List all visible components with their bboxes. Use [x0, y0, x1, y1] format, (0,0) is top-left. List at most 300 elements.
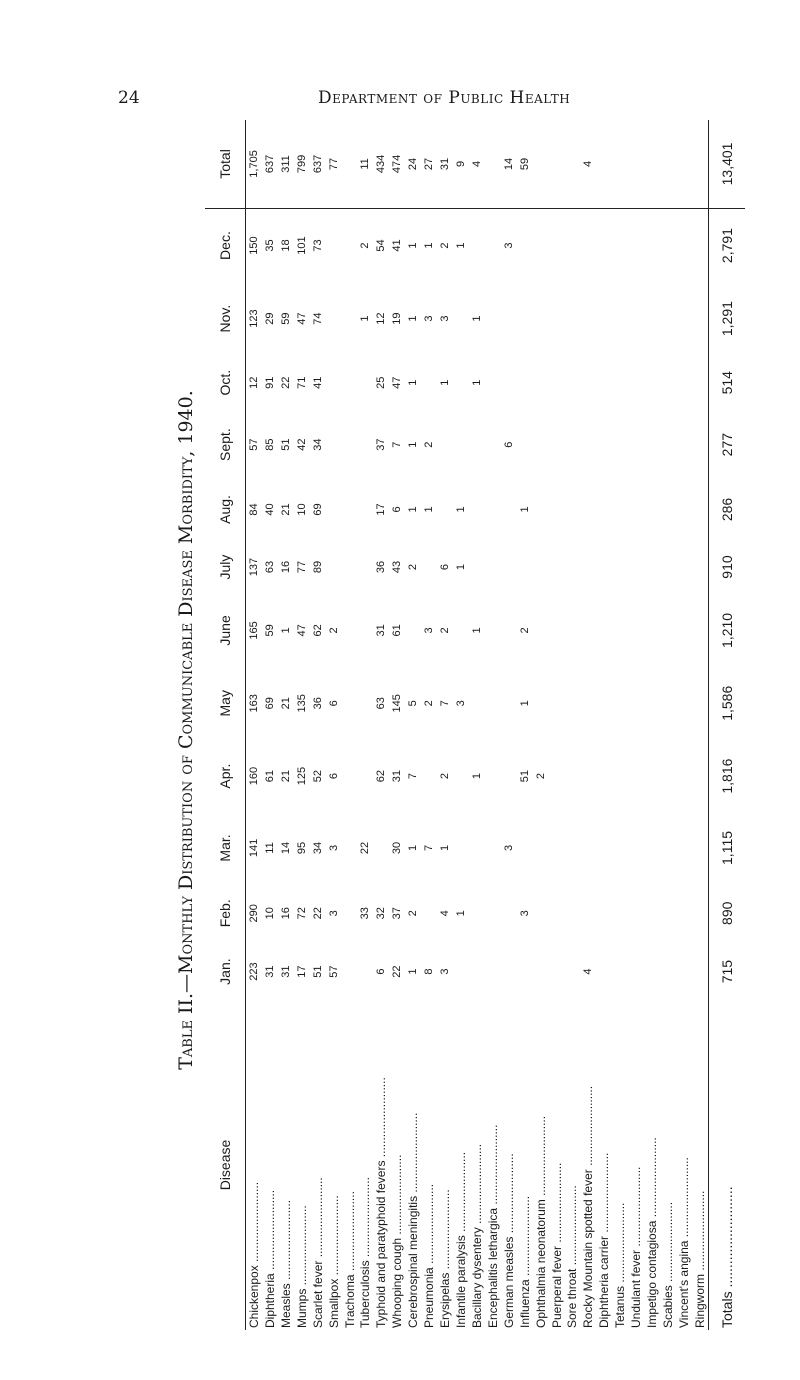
table-cell — [485, 355, 501, 410]
table-cell — [676, 540, 692, 594]
table-cell: 63 — [263, 560, 276, 574]
table-cell — [596, 540, 612, 594]
table-cell: 1 — [407, 844, 420, 852]
totals-cell: 910 — [709, 540, 746, 594]
column-header: Oct. — [205, 355, 246, 410]
table-row — [580, 120, 596, 1330]
disease-name: Scabies ........................ — [660, 1201, 675, 1328]
totals-cell: 2,791 — [709, 208, 746, 282]
table-cell: 41 — [391, 239, 404, 252]
table-cell — [596, 479, 612, 540]
table-row — [421, 120, 437, 1330]
column-header: Total — [205, 120, 246, 208]
table-cell — [644, 208, 660, 282]
table-container — [205, 120, 745, 1330]
table-cell: 69 — [311, 503, 324, 516]
table-cell: 17 — [375, 503, 388, 516]
table-cell — [580, 740, 596, 813]
table-cell — [485, 540, 501, 594]
table-cell — [628, 208, 644, 282]
table-cell: 61 — [263, 769, 276, 783]
table-cell — [612, 883, 628, 943]
table-cell — [692, 540, 709, 594]
table-cell: 1 — [455, 242, 467, 249]
column-header: Nov. — [205, 282, 246, 355]
table-row — [389, 120, 405, 1330]
table-cell — [342, 208, 358, 282]
disease-name: German measles ........................ — [501, 1153, 516, 1328]
table-cell — [501, 883, 517, 943]
column-header: Mar. — [205, 813, 246, 884]
table-cell — [676, 282, 692, 355]
table-cell — [692, 667, 709, 740]
disease-name: Measles ........................ — [278, 1199, 293, 1328]
disease-name: Bacillary dysentery ........................ — [469, 1143, 484, 1328]
table-cell — [596, 667, 612, 740]
disease-name: Smallpox ........................ — [326, 1195, 341, 1328]
table-cell — [644, 540, 660, 594]
table-cell: 36 — [375, 560, 388, 574]
table-cell — [533, 208, 549, 282]
table-cell — [612, 410, 628, 478]
table-cell — [549, 667, 565, 740]
table-cell — [549, 355, 565, 410]
totals-cell: 514 — [709, 355, 746, 410]
table-cell — [485, 282, 501, 355]
table-cell: 22 — [311, 907, 324, 920]
table-cell: 3 — [455, 700, 467, 707]
table-cell: 3 — [439, 968, 452, 975]
table-cell: 25 — [375, 376, 388, 389]
table-cell — [485, 740, 501, 813]
table-cell: 3 — [502, 844, 515, 852]
table-cell: 35 — [263, 239, 276, 252]
table-cell: 10 — [263, 907, 276, 920]
table-cell: 34 — [311, 438, 324, 451]
table-cell — [358, 740, 374, 813]
table-cell — [596, 208, 612, 282]
table-row — [565, 120, 581, 1330]
table-cell — [644, 883, 660, 943]
table-cell — [485, 943, 501, 1000]
table-cell — [612, 479, 628, 540]
table-cell — [628, 883, 644, 943]
table-cell: 6 — [375, 968, 388, 975]
table-cell: 42 — [295, 438, 308, 451]
disease-name: Ringworm ........................ — [692, 1190, 707, 1328]
table-cell: 1 — [279, 627, 292, 634]
table-cell: 33 — [359, 907, 372, 920]
table-cell: 3 — [423, 627, 436, 634]
table-cell: 1,705 — [246, 120, 262, 208]
table-cell: 1 — [518, 506, 531, 513]
table-cell: 57 — [327, 965, 340, 978]
totals-cell: 1,210 — [709, 594, 746, 667]
table-cell: 31 — [375, 624, 388, 637]
table-cell: 1 — [407, 506, 420, 513]
table-cell — [644, 667, 660, 740]
table-row — [342, 120, 358, 1330]
table-cell: 4 — [582, 968, 595, 975]
table-cell — [596, 943, 612, 1000]
table-cell: 31 — [391, 769, 404, 783]
table-cell: 84 — [247, 503, 260, 516]
table-cell — [549, 282, 565, 355]
table-cell — [565, 813, 581, 884]
table-cell: 3 — [327, 910, 340, 917]
table-row — [246, 120, 262, 1330]
table-cell — [596, 883, 612, 943]
table-cell — [437, 479, 453, 540]
table-cell — [533, 883, 549, 943]
table-row — [628, 120, 644, 1330]
table-cell — [628, 540, 644, 594]
table-cell — [549, 883, 565, 943]
table-cell: 434 — [373, 120, 389, 208]
disease-name: Undulant fever ........................ — [629, 1166, 644, 1328]
table-cell — [612, 594, 628, 667]
table-cell — [501, 667, 517, 740]
table-cell: 89 — [311, 560, 324, 574]
table-cell: 22 — [391, 965, 404, 978]
table-cell — [453, 410, 469, 478]
table-cell — [358, 479, 374, 540]
table-row — [405, 120, 421, 1330]
table-row — [517, 120, 533, 1330]
disease-name: Puerperal fever ........................ — [549, 1162, 564, 1328]
table-cell: 311 — [278, 120, 294, 208]
table-cell: 22 — [359, 841, 372, 855]
table-cell: 16 — [279, 907, 292, 920]
table-cell — [549, 813, 565, 884]
table-cell — [628, 479, 644, 540]
table-row — [262, 120, 278, 1330]
table-cell — [580, 667, 596, 740]
totals-cell: 1,115 — [709, 813, 746, 884]
table-cell — [692, 355, 709, 410]
table-cell: 1 — [423, 506, 436, 513]
table-cell — [469, 943, 485, 1000]
table-cell: 4 — [580, 120, 596, 208]
table-cell — [660, 410, 676, 478]
table-cell: 1 — [439, 379, 452, 386]
table-cell: 6 — [502, 441, 515, 448]
table-cell — [517, 813, 533, 884]
table-cell — [565, 667, 581, 740]
table-cell: 47 — [295, 624, 308, 637]
table-cell — [469, 479, 485, 540]
table-cell: 4 — [469, 120, 485, 208]
table-cell — [565, 410, 581, 478]
table-cell: 223 — [247, 962, 260, 981]
table-cell — [565, 883, 581, 943]
table-cell: 2 — [534, 773, 547, 780]
table-cell — [676, 594, 692, 667]
table-cell — [421, 540, 437, 594]
table-cell — [501, 540, 517, 594]
table-cell: 57 — [247, 438, 260, 451]
table-cell — [549, 740, 565, 813]
table-cell: 11 — [263, 842, 276, 854]
table-cell — [676, 943, 692, 1000]
table-cell — [326, 410, 342, 478]
table-cell — [612, 208, 628, 282]
table-cell — [453, 594, 469, 667]
table-cell — [628, 282, 644, 355]
table-cell — [596, 282, 612, 355]
table-cell: 3 — [518, 910, 531, 917]
table-cell: 91 — [263, 376, 276, 389]
table-cell: 1 — [455, 506, 467, 513]
table-cell: 137 — [247, 557, 260, 577]
table-row — [453, 120, 469, 1330]
table-cell — [644, 410, 660, 478]
table-cell: 123 — [247, 309, 260, 328]
table-cell — [596, 120, 612, 208]
column-header: Aug. — [205, 479, 246, 540]
table-cell: 47 — [391, 376, 404, 389]
table-cell — [358, 943, 374, 1000]
table-cell: 22 — [279, 376, 292, 389]
table-cell: 7 — [423, 844, 436, 852]
table-row — [612, 120, 628, 1330]
column-header: Jan. — [205, 943, 246, 1000]
table-cell — [628, 120, 644, 208]
table-cell: 17 — [295, 965, 308, 978]
table-cell — [628, 943, 644, 1000]
table-cell — [533, 540, 549, 594]
table-cell: 30 — [391, 841, 404, 855]
table-cell — [612, 120, 628, 208]
table-cell — [628, 740, 644, 813]
totals-cell: 715 — [709, 943, 746, 1000]
table-cell — [565, 740, 581, 813]
table-cell: 95 — [295, 841, 308, 855]
table-cell: 41 — [311, 376, 324, 389]
table-cell — [692, 943, 709, 1000]
table-row — [660, 120, 676, 1330]
table-row — [501, 120, 517, 1330]
disease-name: Scarlet fever ........................ — [310, 1177, 325, 1328]
column-header: July — [205, 540, 246, 594]
table-cell — [533, 813, 549, 884]
table-cell: 3 — [502, 242, 515, 249]
morbidity-table — [205, 120, 745, 1330]
table-body — [246, 120, 746, 1330]
table-cell — [660, 667, 676, 740]
table-cell — [533, 282, 549, 355]
table-cell: 31 — [437, 120, 453, 208]
table-row — [310, 120, 326, 1330]
table-cell — [596, 594, 612, 667]
table-row — [549, 120, 565, 1330]
table-cell: 43 — [391, 560, 404, 574]
table-cell — [644, 943, 660, 1000]
table-cell: 71 — [295, 376, 308, 389]
table-cell: 73 — [311, 239, 324, 252]
column-header: Apr. — [205, 740, 246, 813]
table-cell — [644, 282, 660, 355]
totals-cell: 1,816 — [709, 740, 746, 813]
table-cell: 799 — [294, 120, 310, 208]
table-cell: 61 — [391, 624, 404, 637]
table-cell — [533, 355, 549, 410]
table-cell: 6 — [327, 773, 340, 780]
table-cell — [485, 410, 501, 478]
totals-label: Totals .......................... — [709, 1000, 746, 1330]
table-cell — [326, 208, 342, 282]
table-cell — [358, 667, 374, 740]
table-cell — [565, 282, 581, 355]
table-cell: 6 — [439, 563, 452, 571]
table-cell — [565, 208, 581, 282]
table-cell — [453, 355, 469, 410]
table-cell — [692, 282, 709, 355]
table-cell — [565, 479, 581, 540]
table-cell — [342, 594, 358, 667]
table-cell — [373, 813, 389, 884]
table-cell — [644, 355, 660, 410]
table-cell: 3 — [439, 315, 452, 322]
disease-name: Rocky Mountain spotted fever ........................ — [581, 1085, 596, 1328]
disease-name: Sore throat ........................ — [565, 1185, 580, 1328]
table-cell — [469, 208, 485, 282]
table-cell: 8 — [423, 968, 436, 975]
table-cell: 1 — [470, 315, 483, 322]
table-cell — [358, 355, 374, 410]
table-cell — [660, 120, 676, 208]
table-row — [373, 120, 389, 1330]
table-cell — [676, 410, 692, 478]
table-cell — [326, 540, 342, 594]
table-cell — [628, 667, 644, 740]
table-cell — [501, 282, 517, 355]
table-cell — [676, 355, 692, 410]
table-cell: 31 — [279, 965, 292, 978]
table-cell — [421, 355, 437, 410]
rotated-table — [205, 120, 745, 1330]
table-cell — [326, 355, 342, 410]
table-cell — [501, 479, 517, 540]
table-cell — [326, 479, 342, 540]
table-cell — [485, 120, 501, 208]
table-cell — [660, 208, 676, 282]
table-cell — [501, 594, 517, 667]
table-cell: 150 — [247, 236, 260, 255]
table-cell: 2 — [407, 563, 420, 571]
table-cell: 165 — [247, 621, 260, 640]
table-cell — [421, 740, 437, 813]
table-cell: 163 — [247, 694, 260, 713]
table-cell — [485, 479, 501, 540]
table-cell — [660, 540, 676, 594]
table-cell — [565, 594, 581, 667]
disease-name: Influenza ........................ — [517, 1195, 532, 1328]
table-row — [644, 120, 660, 1330]
disease-name: Whooping cough ........................ — [390, 1154, 405, 1328]
table-cell — [342, 540, 358, 594]
table-cell: 19 — [391, 312, 404, 325]
table-row — [533, 120, 549, 1330]
disease-name: Impetigo contagiosa ........................ — [645, 1137, 660, 1328]
table-cell — [660, 282, 676, 355]
table-cell: 2 — [518, 627, 531, 634]
disease-name: Mumps ........................ — [294, 1205, 309, 1328]
table-cell — [676, 667, 692, 740]
table-cell — [612, 667, 628, 740]
table-cell — [485, 813, 501, 884]
table-cell: 6 — [327, 700, 340, 707]
table-cell — [342, 813, 358, 884]
table-cell — [692, 410, 709, 478]
disease-name: Pneumonia ........................ — [422, 1183, 437, 1328]
table-cell — [692, 883, 709, 943]
table-cell: 135 — [295, 694, 308, 713]
table-cell — [644, 479, 660, 540]
table-cell — [580, 540, 596, 594]
disease-name: Diphtheria carrier ........................ — [597, 1152, 612, 1328]
table-cell: 59 — [263, 624, 276, 637]
table-cell: 31 — [263, 965, 276, 978]
table-cell: 69 — [263, 697, 276, 710]
table-cell — [358, 410, 374, 478]
table-cell: 21 — [279, 697, 292, 710]
table-cell — [644, 594, 660, 667]
table-cell: 7 — [407, 773, 420, 780]
table-cell — [533, 410, 549, 478]
table-cell: 12 — [375, 312, 388, 325]
table-cell: 72 — [295, 907, 308, 920]
table-cell: 29 — [263, 312, 276, 325]
table-cell — [326, 282, 342, 355]
table-cell: 62 — [375, 769, 388, 783]
page-header — [0, 88, 800, 118]
table-cell — [453, 943, 469, 1000]
table-row — [358, 120, 374, 1330]
table-cell: 11 — [358, 120, 374, 208]
column-header: Disease — [205, 1000, 246, 1330]
totals-cell: 277 — [709, 410, 746, 478]
table-cell: 1 — [359, 315, 372, 322]
table-cell — [342, 355, 358, 410]
table-cell: 10 — [295, 503, 308, 516]
table-cell — [453, 282, 469, 355]
disease-name: Encephalitis lethargica ........................ — [485, 1124, 500, 1328]
table-cell — [517, 208, 533, 282]
table-cell — [692, 479, 709, 540]
table-cell: 1 — [470, 379, 483, 386]
table-cell — [596, 410, 612, 478]
table-cell — [533, 667, 549, 740]
header-row — [205, 120, 246, 1330]
table-cell — [565, 943, 581, 1000]
table-cell — [596, 355, 612, 410]
table-cell — [533, 479, 549, 540]
table-cell: 2 — [439, 627, 452, 634]
table-cell: 7 — [391, 441, 404, 448]
table-cell: 37 — [391, 907, 404, 920]
table-cell: 3 — [423, 315, 436, 322]
table-cell — [612, 813, 628, 884]
table-cell: 74 — [311, 312, 324, 325]
table-cell — [660, 594, 676, 667]
table-cell — [676, 813, 692, 884]
table-cell: 16 — [279, 560, 292, 574]
table-cell: 21 — [279, 769, 292, 783]
table-cell — [437, 410, 453, 478]
table-cell: 2 — [439, 242, 452, 249]
table-row — [294, 120, 310, 1330]
